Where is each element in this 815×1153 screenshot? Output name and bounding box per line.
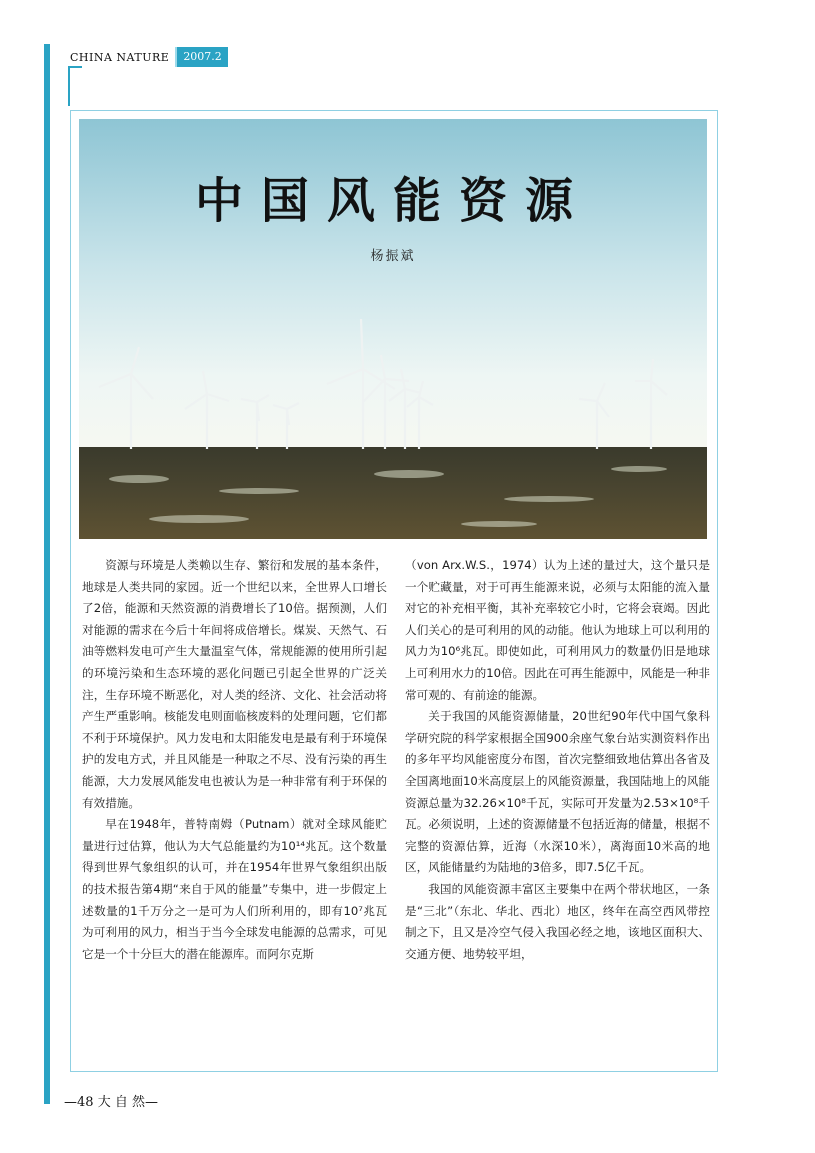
magazine-name-en: CHINA NATURE — [70, 50, 170, 64]
magazine-name-cn: 大 自 然 — [97, 1095, 145, 1110]
page-number: 48 — [77, 1095, 94, 1110]
paragraph: （von Arx.W.S.，1974）认为上述的量过大，这个量只是一个贮藏量，对于可再生能源来说，必须与太阳能的流入量对它的补充相平衡，其补充率较它小时，它将会衰竭。因此人们关心的是可利用的风的动能。他认为地球上可以利用的风力为10⁶兆瓦。即使如此，可利用风力的数量仍旧是地球上可利用水力的10倍。因此在可再生能源中，风能是一种非常可观的、有前途的能源。 — [405, 558, 710, 702]
issue-badge: 2007.2 — [175, 47, 228, 67]
article-author: 杨振斌 — [370, 249, 416, 264]
page-footer: —48 大 自 然— — [64, 1095, 158, 1110]
corner-mark-vertical — [68, 66, 70, 106]
paragraph: 关于我国的风能资源储量，20世纪90年代中国气象科学研究院的科学家根据全国900余座气象台站实测资料作出的多年平均风能密度分布图，首次完整细致地估算出各省及全国离地面10米高度层上的风能资源量，我国陆地上的风能资源总量为32.26×10⁸千瓦，实际可开发量为2.53×10⁸千瓦。必须说明，上述的资源储量不包括近海的储量，根据不完整的资源估算，近海（水深10米），离海面10米高的地区，风能储量约为陆地的3倍多，即7.5亿千瓦。 — [405, 709, 710, 875]
paragraph: 我国的风能资源丰富区主要集中在两个带状地区，一条是“三北”（东北、华北、西北）地区，终年在高空西风带控制之下，且又是冷空气侵入我国必经之地，该地区面积大、交通方便、地势较平坦， — [405, 881, 710, 961]
running-header — [50, 46, 228, 68]
paragraph: 早在1948年，普特南姆（Putnam）就对全球风能贮量进行过估算，他认为大气总能量约为10¹⁴兆瓦。这个数量得到世界气象组织的认可，并在1954年世界气象组织出版的技术报告第4期“来自于风的能量”专集中，进一步假定上述数量的1千万分之一是可为人们所利用的，即有10⁷兆瓦为可利用的风力，相当于当今全球发电能源的总需求，可见它是一个十分巨大的潜在能源库。而阿尔克斯 — [82, 817, 387, 961]
body-column-left — [82, 555, 387, 965]
paragraph: 资源与环境是人类赖以生存、繁衍和发展的基本条件，地球是人类共同的家园。近一个世纪以来，全世界人口增长了2倍，能源和天然资源的消费增长了10倍。据预测，人们对能源的需求在今后十年间将成倍增长。煤炭、天然气、石油等燃料发电可产生大量温室气体，常规能源的使用所引起的环境污染和生态环境的恶化问题已引起全世界的广泛关注，生存环境不断恶化，对人类的经济、文化、社会活动将产生严重影响。核能发电则面临核废料的处理问题，它们都不利于环境保护。风力发电和太阳能发电是最有利于环境保护的发电方式，并且风能是一种取之不尽、没有污染的再生能源，大力发展风能发电也被认为是一种非常有利于环保的有效措施。 — [82, 558, 387, 810]
article-title: 中国风能资源 — [194, 173, 591, 229]
body-column-right — [405, 555, 710, 965]
page-edge-bar — [44, 44, 50, 1104]
